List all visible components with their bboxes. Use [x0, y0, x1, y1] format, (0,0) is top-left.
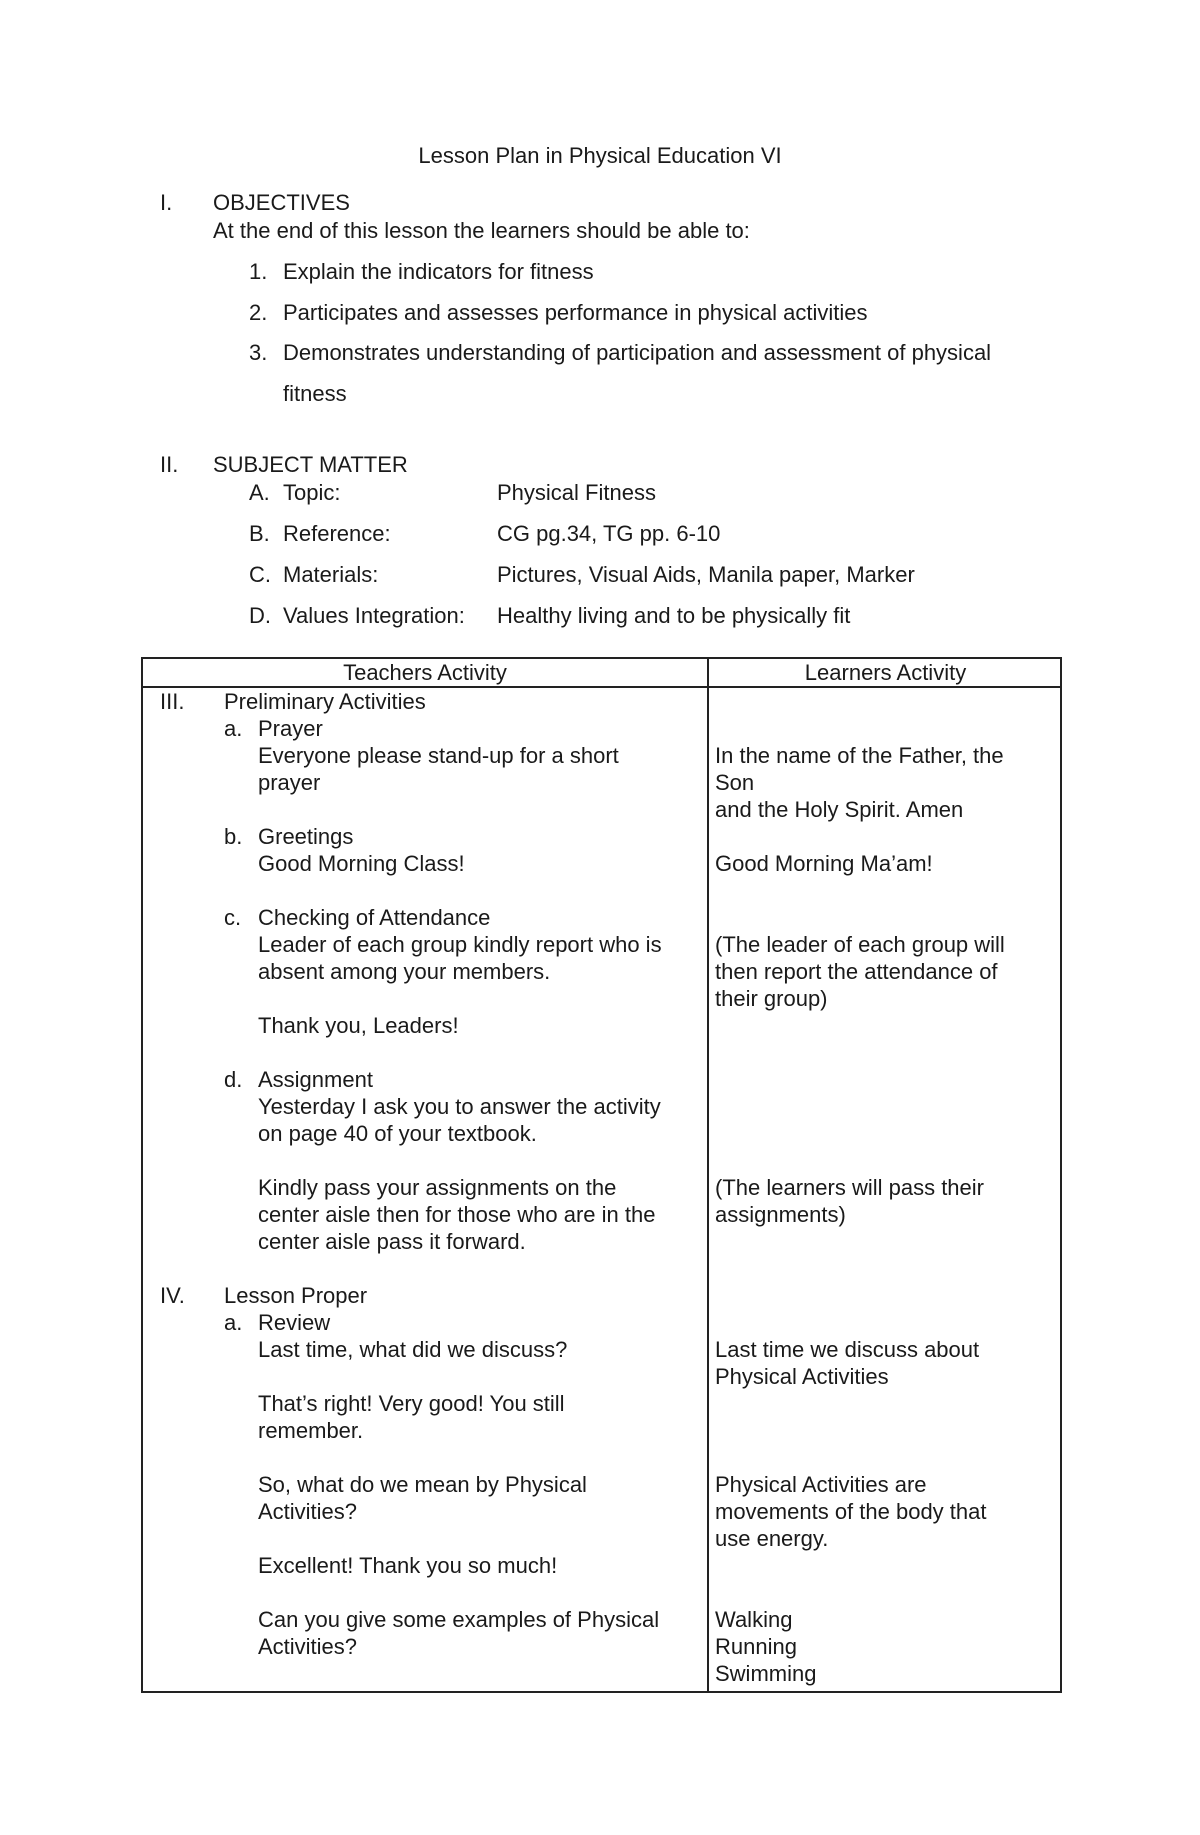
section-title: Lesson Proper	[224, 1283, 368, 1308]
learner-line: and the Holy Spirit. Amen	[715, 797, 964, 822]
teacher-line: Excellent! Thank you so much!	[258, 1553, 558, 1578]
column-divider	[707, 659, 709, 1691]
activity-table	[141, 657, 1062, 1693]
subject-letter: C.	[249, 562, 271, 587]
learner-line: (The learners will pass their	[715, 1175, 984, 1200]
objective-text: Participates and assesses performance in physical activities	[283, 300, 868, 325]
teacher-line: on page 40 of your textbook.	[258, 1121, 537, 1146]
learner-line: their group)	[715, 986, 828, 1011]
teacher-column-header: Teachers Activity	[343, 660, 507, 685]
objective-number: 3.	[249, 340, 268, 365]
subject-letter: A.	[249, 480, 270, 505]
teacher-line: Everyone please stand-up for a short	[258, 743, 619, 768]
learner-line: movements of the body that	[715, 1499, 987, 1524]
subject-label: Values Integration:	[283, 603, 465, 628]
teacher-line: center aisle pass it forward.	[258, 1229, 526, 1254]
teacher-line: Last time, what did we discuss?	[258, 1337, 568, 1362]
item-title: Assignment	[258, 1067, 373, 1092]
teacher-line: Yesterday I ask you to answer the activity	[258, 1094, 661, 1119]
learner-line: Last time we discuss about	[715, 1337, 980, 1362]
objectives-numeral: I.	[160, 190, 173, 215]
objective-number: 2.	[249, 300, 268, 325]
teacher-line: That’s right! Very good! You still	[258, 1391, 565, 1416]
item-letter: d.	[224, 1067, 243, 1092]
subject-label: Materials:	[283, 562, 379, 587]
learner-line: Physical Activities are	[715, 1472, 927, 1497]
learner-line: Physical Activities	[715, 1364, 889, 1389]
subject-letter: D.	[249, 603, 271, 628]
subject-label: Reference:	[283, 521, 391, 546]
learner-line: use energy.	[715, 1526, 829, 1551]
teacher-line: Can you give some examples of Physical	[258, 1607, 660, 1632]
teacher-line: Leader of each group kindly report who is	[258, 932, 662, 957]
learner-line: Walking	[715, 1607, 793, 1632]
item-title: Review	[258, 1310, 331, 1335]
teacher-line: center aisle then for those who are in the	[258, 1202, 656, 1227]
teacher-line: Activities?	[258, 1499, 358, 1524]
learner-line: Good Morning Ma’am!	[715, 851, 933, 876]
item-letter: a.	[224, 1310, 243, 1335]
page-title: Lesson Plan in Physical Education VI	[418, 143, 782, 168]
objectives-heading: OBJECTIVES	[213, 190, 350, 215]
item-letter: c.	[224, 905, 242, 930]
subject-matter-heading: SUBJECT MATTER	[213, 452, 408, 477]
teacher-line: absent among your members.	[258, 959, 551, 984]
subject-value: CG pg.34, TG pp. 6-10	[497, 521, 721, 546]
teacher-line: prayer	[258, 770, 321, 795]
learner-line: In the name of the Father, the	[715, 743, 1004, 768]
item-letter: a.	[224, 716, 243, 741]
subject-label: Topic:	[283, 480, 341, 505]
item-letter: b.	[224, 824, 243, 849]
learner-column-header: Learners Activity	[804, 660, 967, 685]
objective-text: Explain the indicators for fitness	[283, 259, 594, 284]
learner-line: assignments)	[715, 1202, 846, 1227]
item-title: Greetings	[258, 824, 354, 849]
teacher-line: Thank you, Leaders!	[258, 1013, 459, 1038]
objectives-intro: At the end of this lesson the learners should be able to:	[213, 218, 750, 243]
learner-line: Swimming	[715, 1661, 817, 1686]
subject-matter-numeral: II.	[160, 452, 179, 477]
learner-line: (The leader of each group will	[715, 932, 1005, 957]
section-numeral: III.	[160, 689, 185, 714]
teacher-line: Good Morning Class!	[258, 851, 465, 876]
learner-line: then report the attendance of	[715, 959, 998, 984]
learner-line: Running	[715, 1634, 797, 1659]
teacher-line: Activities?	[258, 1634, 358, 1659]
objective-number: 1.	[249, 259, 268, 284]
subject-value: Healthy living and to be physically fit	[497, 603, 851, 628]
learner-line: Son	[715, 770, 755, 795]
item-title: Prayer	[258, 716, 323, 741]
objective-text-continued: fitness	[283, 381, 347, 406]
item-title: Checking of Attendance	[258, 905, 491, 930]
objective-text: Demonstrates understanding of participation and assessment of physical	[283, 340, 992, 365]
section-title: Preliminary Activities	[224, 689, 426, 714]
subject-letter: B.	[249, 521, 270, 546]
teacher-line: So, what do we mean by Physical	[258, 1472, 587, 1497]
teacher-line: remember.	[258, 1418, 364, 1443]
subject-value: Physical Fitness	[497, 480, 656, 505]
teacher-line: Kindly pass your assignments on the	[258, 1175, 617, 1200]
subject-value: Pictures, Visual Aids, Manila paper, Marker	[497, 562, 915, 587]
section-numeral: IV.	[160, 1283, 185, 1308]
